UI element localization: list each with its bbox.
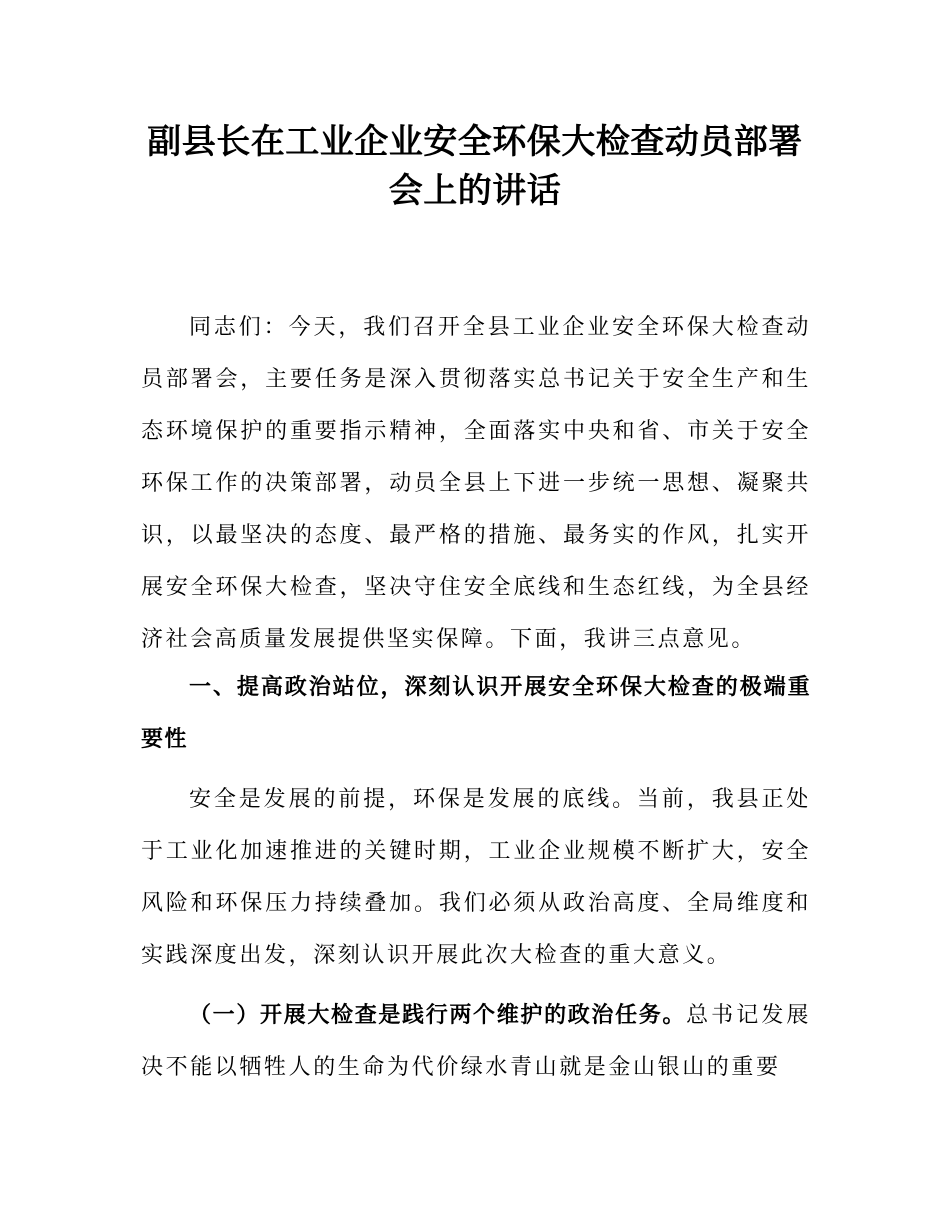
subsection-1-paragraph: [141, 990, 811, 1094]
subsection-1-text: 总书记发展决不能以牺牲人的生命为代价绿水青山就是金山银山的重要: [141, 1003, 811, 1080]
document-title-line-2: 会上的讲话: [388, 171, 562, 211]
section-heading-1: 一、提高政治站位，深刻认识开展安全环保大检查的极端重要性: [141, 675, 811, 752]
subsection-1-heading: （一）开展大检查是践行两个维护的政治任务。: [189, 1003, 687, 1028]
document-title-line-1: 副县长在工业企业安全环保大检查动员部署: [147, 122, 803, 162]
section-1-paragraph: 安全是发展的前提，环保是发展的底线。当前，我县正处于工业化加速推进的关键时期，工业企业规模不断扩大，安全风险和环保压力持续叠加。我们必须从政治高度、全局维度和实践深度出发，深刻认识开展此次大检查的重大意义。: [141, 787, 811, 968]
opening-paragraph: 同志们：今天，我们召开全县工业企业安全环保大检查动员部署会，主要任务是深入贯彻落实总书记关于安全生产和生态环境保护的重要指示精神，全面落实中央和省、市关于安全环保工作的决策部署，动员全县上下进一步统一思想、凝聚共识，以最坚决的态度、最严格的措施、最务实的作风，扎实开展安全环保大检查，坚决守住安全底线和生态红线，为全县经济社会高质量发展提供坚实保障。下面，我讲三点意见。: [141, 315, 811, 652]
